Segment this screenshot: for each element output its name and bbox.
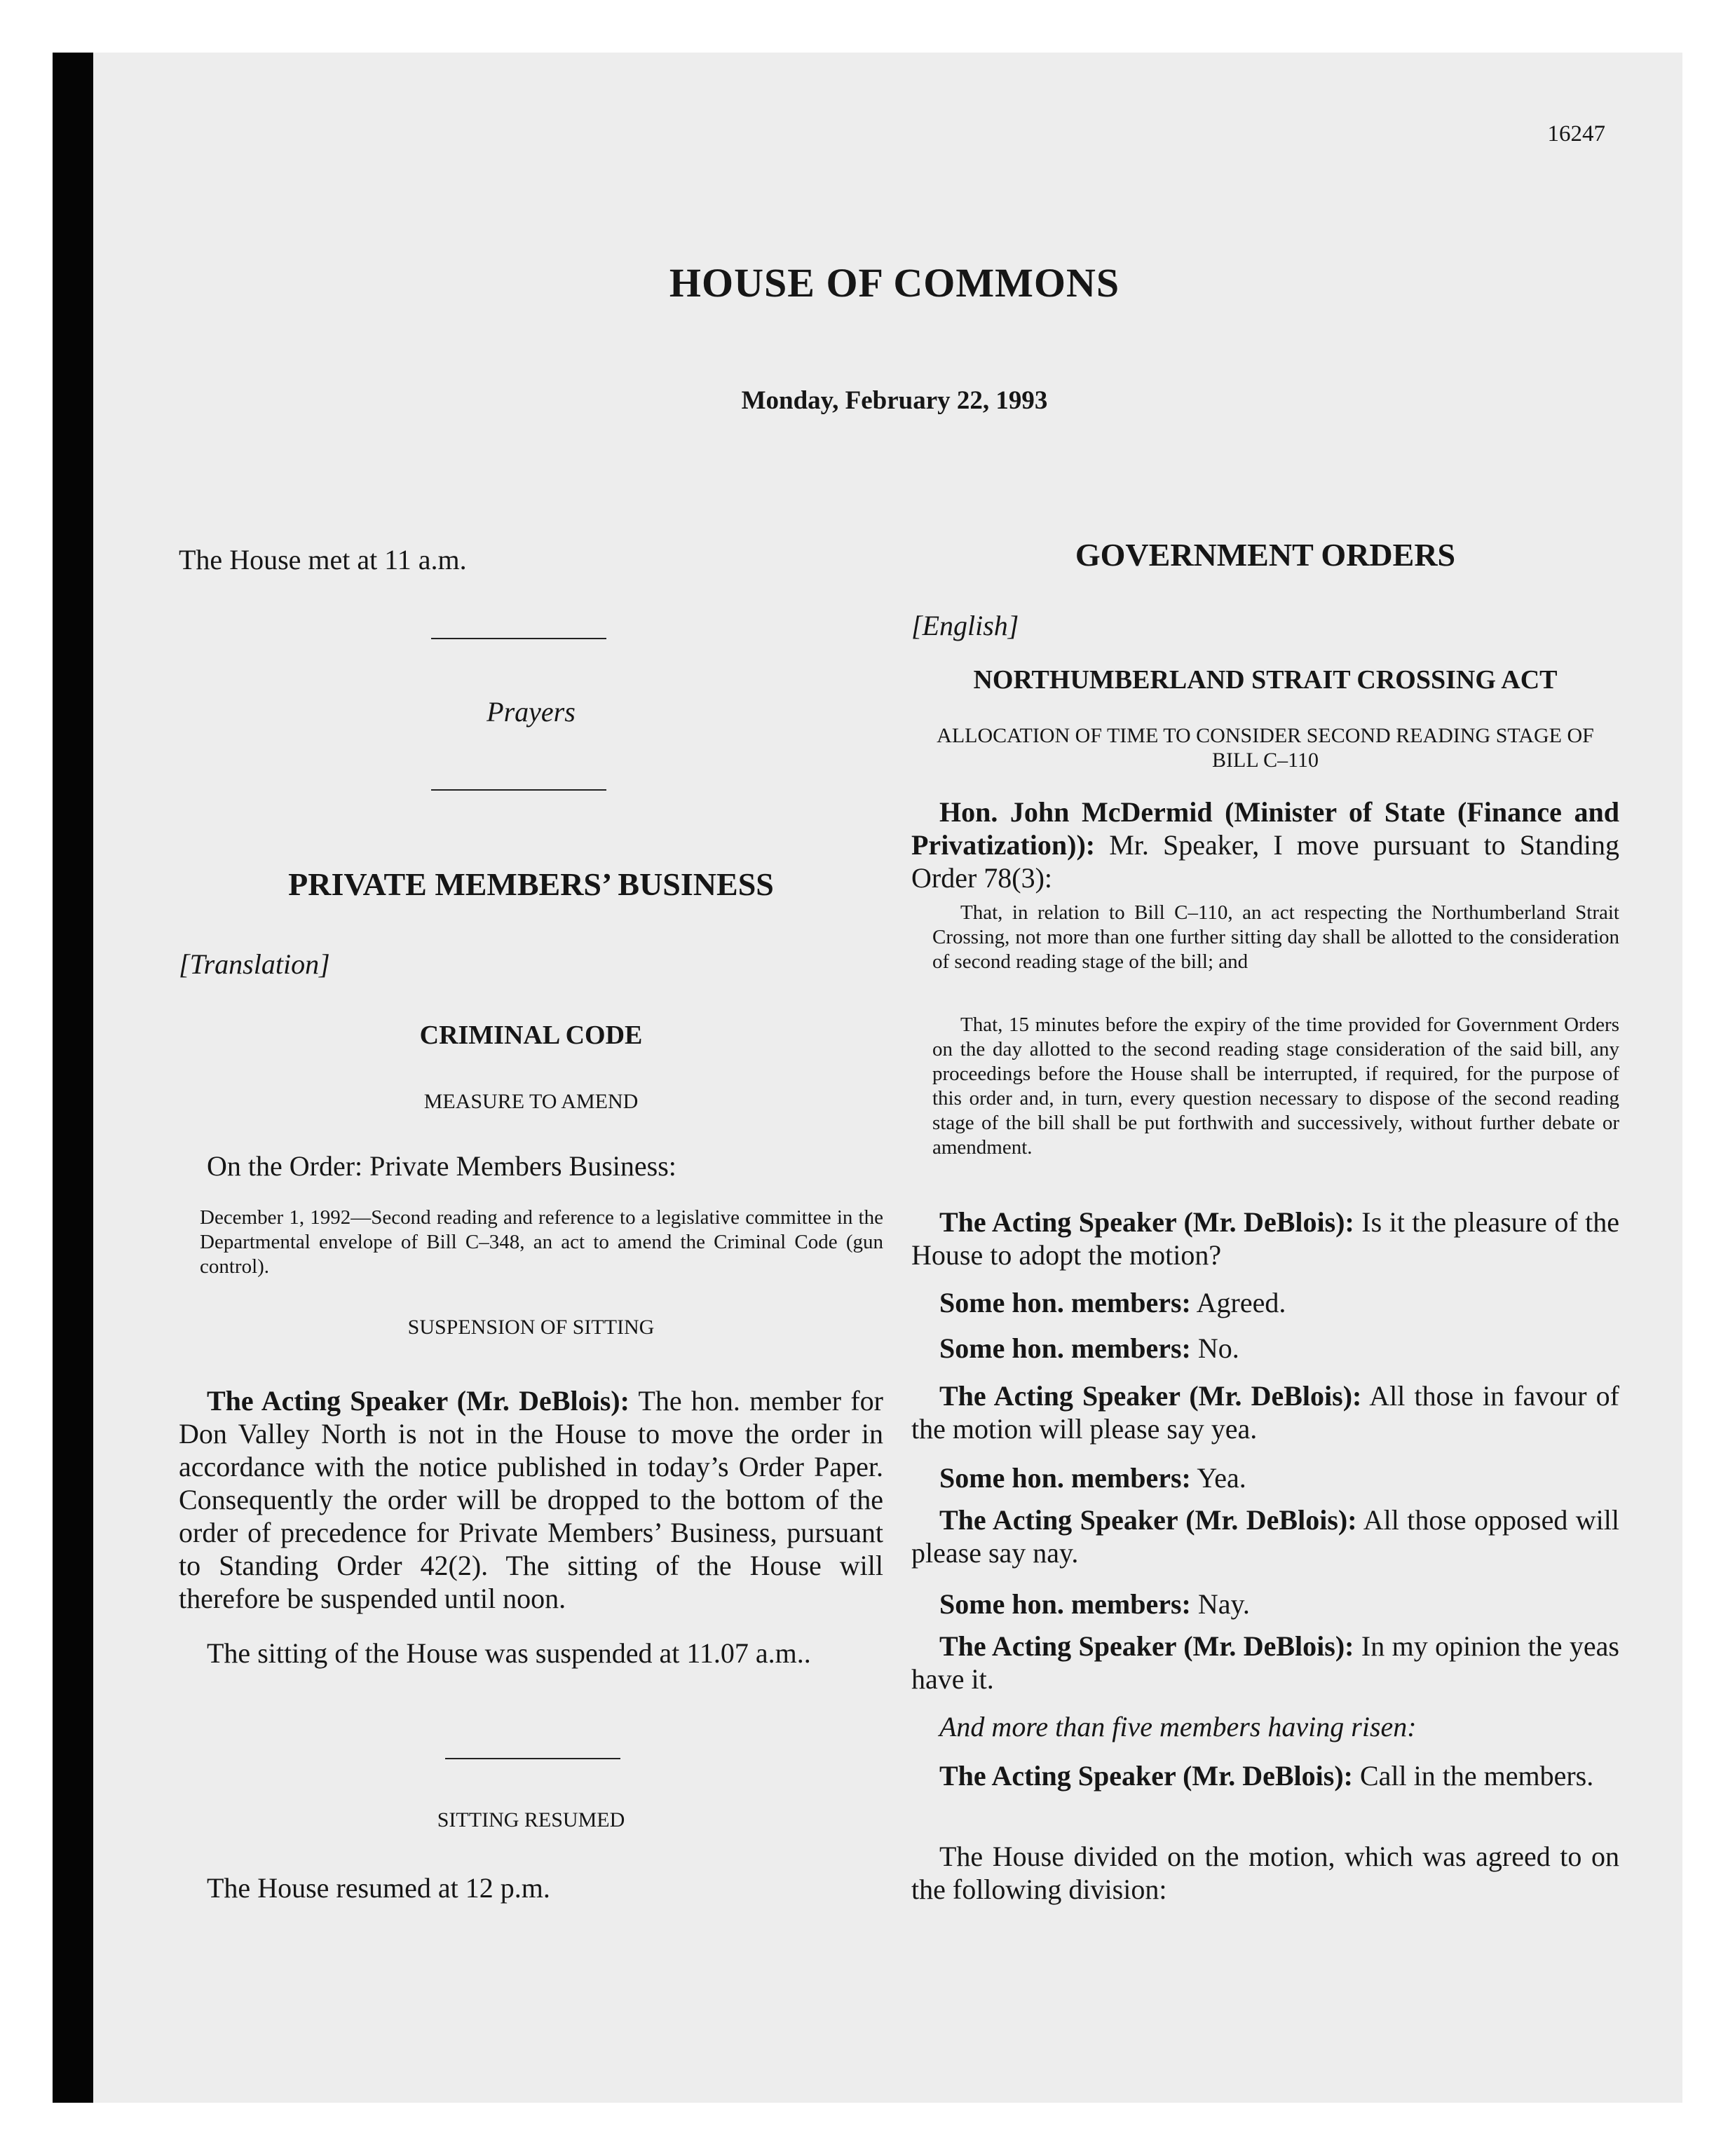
members-label: Some hon. members: bbox=[939, 1287, 1191, 1318]
members-risen: And more than five members having risen: bbox=[939, 1711, 1417, 1742]
speaker-text: The hon. member for Don Valley North is not in the House to move the order in accordance with the notice published in today’s Order Paper. Consequently the order will be dropped to the bottom of the order of precedence for Private Members’ Business, pursuant to Standing Order 42(2). The sitting of the House will therefore be suspended until noon. bbox=[179, 1385, 883, 1614]
exchange-8 bbox=[911, 1630, 1619, 1696]
divider bbox=[445, 1758, 620, 1759]
exchange-3 bbox=[911, 1332, 1619, 1365]
exchange-text: Is it the pleasure of the House to adopt the motion? bbox=[911, 1206, 1619, 1271]
divider bbox=[431, 789, 606, 791]
order-detail: December 1, 1992—Second reading and reference to a legislative committee in the Departmental envelope of Bill C–348, an act to amend the Criminal Code (gun control). bbox=[200, 1206, 883, 1278]
binding-edge bbox=[53, 53, 93, 2103]
members-label: Some hon. members: bbox=[939, 1588, 1191, 1620]
speaker-label: The Acting Speaker (Mr. DeBlois): bbox=[939, 1380, 1362, 1412]
pmb-heading: PRIVATE MEMBERS’ BUSINESS bbox=[288, 866, 774, 902]
exchange-text: No. bbox=[1190, 1332, 1239, 1364]
call-in-members bbox=[911, 1759, 1619, 1792]
exchange-text: Nay. bbox=[1190, 1588, 1250, 1620]
speaker-label: The Acting Speaker (Mr. DeBlois): bbox=[207, 1385, 630, 1417]
allocation-heading: ALLOCATION OF TIME TO CONSIDER SECOND READING STAGE OF BILL C–110 bbox=[937, 724, 1594, 772]
division-note: The House divided on the motion, which was agreed to on the following division: bbox=[911, 1841, 1619, 1905]
mcdermid-text: Mr. Speaker, I move pursuant to Standing Order 78(3): bbox=[911, 829, 1619, 894]
speaker-label: The Acting Speaker (Mr. DeBlois): bbox=[939, 1760, 1353, 1792]
exchange-5 bbox=[911, 1461, 1619, 1494]
divider bbox=[431, 638, 606, 639]
exchange-text: Agreed. bbox=[1190, 1287, 1286, 1318]
house-met: The House met at 11 a.m. bbox=[179, 544, 467, 575]
resumed-heading: SITTING RESUMED bbox=[437, 1808, 625, 1831]
sitting-date: Monday, February 22, 1993 bbox=[741, 386, 1048, 415]
suspension-heading: SUSPENSION OF SITTING bbox=[407, 1316, 655, 1339]
exchange-text: All those in favour of the motion will please say yea. bbox=[911, 1380, 1619, 1445]
criminal-code-heading: CRIMINAL CODE bbox=[419, 1021, 643, 1050]
masthead: HOUSE OF COMMONS bbox=[669, 260, 1120, 306]
resumed-note: The House resumed at 12 p.m. bbox=[207, 1872, 550, 1904]
motion-paragraph-1: That, in relation to Bill C–110, an act respecting the Northumberland Strait Crossing, not more than one further sitting day shall be allotted to the consideration of second reading stage of the bill; and bbox=[932, 901, 1619, 973]
exchange-4 bbox=[911, 1379, 1619, 1445]
measure-subheading: MEASURE TO AMEND bbox=[423, 1090, 639, 1113]
members-label: Some hon. members: bbox=[939, 1462, 1191, 1494]
mcdermid-statement bbox=[911, 796, 1619, 894]
exchange-1 bbox=[911, 1206, 1619, 1271]
order-line: On the Order: Private Members Business: bbox=[207, 1150, 676, 1182]
exchange-text: All those opposed will please say nay. bbox=[911, 1504, 1619, 1569]
gov-orders-heading: GOVERNMENT ORDERS bbox=[1075, 537, 1456, 573]
exchange-text: Yea. bbox=[1190, 1462, 1246, 1494]
speaker-label: The Acting Speaker (Mr. DeBlois): bbox=[939, 1206, 1354, 1238]
english-tag: [English] bbox=[911, 610, 1019, 641]
translation-tag: [Translation] bbox=[179, 948, 330, 980]
page-number: 16247 bbox=[1547, 121, 1605, 146]
suspended-note: The sitting of the House was suspended at 11.07 a.m.. bbox=[207, 1637, 811, 1669]
exchange-text: In my opinion the yeas have it. bbox=[911, 1630, 1619, 1695]
mcdermid-label: Hon. John McDermid (Minister of State (Finance and Privatization)): bbox=[911, 796, 1619, 861]
exchange-7 bbox=[911, 1588, 1619, 1621]
speaker-label: The Acting Speaker (Mr. DeBlois): bbox=[939, 1630, 1354, 1662]
speaker-label: The Acting Speaker (Mr. DeBlois): bbox=[939, 1504, 1357, 1536]
exchange-2 bbox=[911, 1286, 1619, 1319]
motion-paragraph-2: That, 15 minutes before the expiry of the time provided for Government Orders on the day allotted to the second reading stage consideration of the said bill, any proceedings before the House shall be interrupted, if required, for the purpose of this order and, in turn, every question necessary to dispose of the second reading stage of the bill shall be put forthwith and successively, without further debate or amendment. bbox=[932, 1014, 1619, 1159]
exchange-6 bbox=[911, 1503, 1619, 1569]
call-in-text: Call in the members. bbox=[1352, 1760, 1594, 1792]
prayers: Prayers bbox=[487, 696, 576, 728]
members-label: Some hon. members: bbox=[939, 1332, 1191, 1364]
act-title: NORTHUMBERLAND STRAIT CROSSING ACT bbox=[973, 665, 1558, 695]
speaker-statement bbox=[179, 1384, 883, 1615]
